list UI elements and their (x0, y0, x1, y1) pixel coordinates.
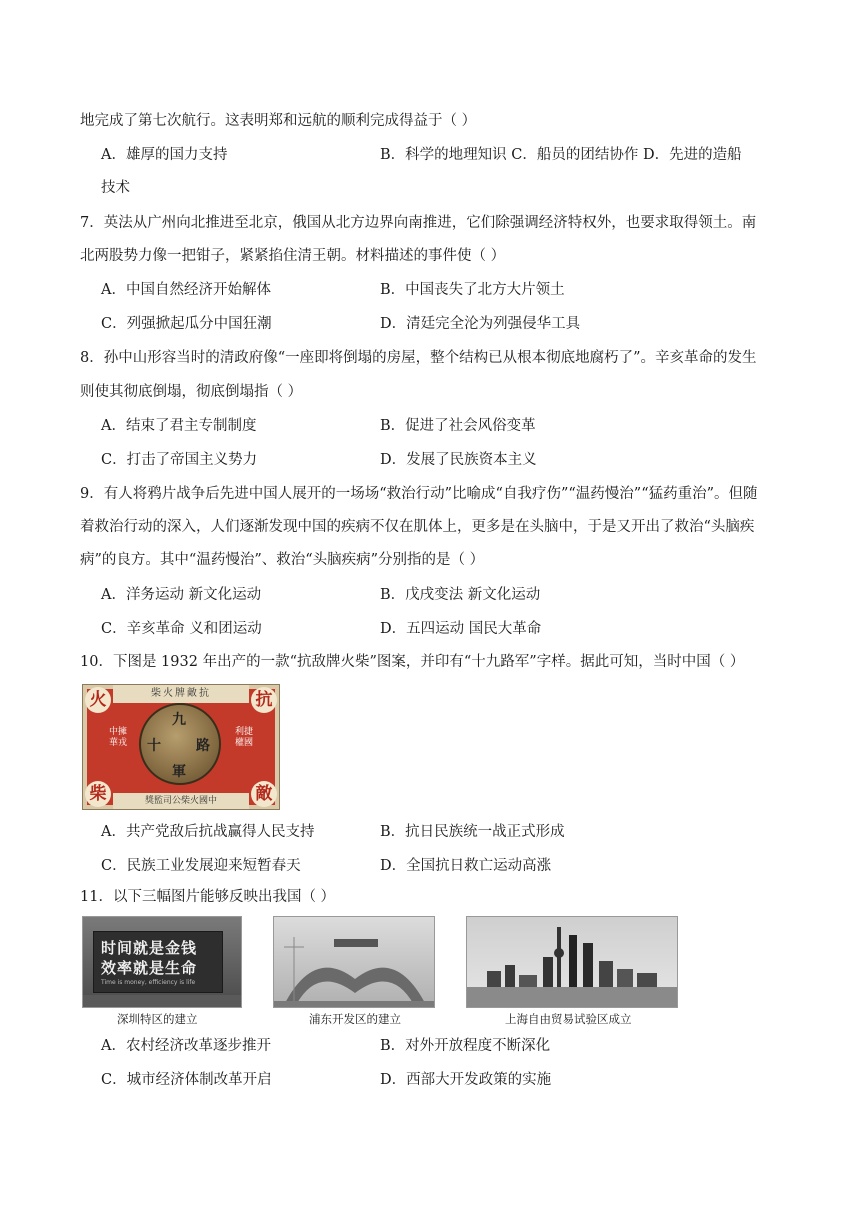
q11-option-c: C．城市经济体制改革开启 (101, 1072, 272, 1088)
pudong-caption: 浦东开发区的建立 (309, 1012, 401, 1026)
q11-stem: 11．以下三幅图片能够反映出我国（ ） (80, 889, 336, 905)
shanghai-photo (466, 916, 678, 1008)
shanghai-skyline-drawing (467, 917, 678, 1008)
q6-option-d-wrap: 技术 (101, 180, 130, 196)
q9-stem-3: 病”的良方。其中“温药慢治”、救治“头脑疾病”分别指的是（ ） (80, 552, 485, 568)
q10-option-a: A．共产党敌后抗战赢得人民支持 (101, 824, 315, 840)
q6-stem-line: 地完成了第七次航行。这表明郑和远航的顺利完成得益于（ ） (80, 113, 477, 129)
coin-char-bottom: 軍 (172, 764, 186, 780)
matchbox-bottom-text: 獎監司公柴火國中 (113, 793, 249, 809)
matchbox-coin (139, 703, 221, 785)
q8-stem-1: 8．孙中山形容当时的清政府像“一座即将倒塌的房屋，整个结构已从根本彻底地腐朽了”。辛亥革命的发生 (80, 350, 757, 366)
q10-option-d: D．全国抗日救亡运动高涨 (380, 858, 552, 874)
q6-option-bcd: B．科学的地理知识 C．船员的团结协作 D．先进的造船 (380, 147, 742, 163)
q8-option-d: D．发展了民族资本主义 (380, 452, 537, 468)
matchbox-corner-tr: 抗 (251, 687, 277, 713)
shanghai-caption: 上海自由贸易试验区成立 (505, 1012, 632, 1026)
pudong-gate-drawing (274, 917, 435, 1008)
q9-option-d: D．五四运动 国民大革命 (380, 621, 542, 637)
q10-option-b: B．抗日民族统一战正式形成 (380, 824, 565, 840)
matchbox-side-right: 利捷權國 (234, 727, 253, 748)
matchbox-corner-tl: 火 (85, 687, 111, 713)
q7-stem-2: 北两股势力像一把钳子，紧紧掐住清王朝。材料描述的事件使（ ） (80, 248, 506, 264)
q8-option-b: B．促进了社会风俗变革 (380, 418, 536, 434)
q9-option-a: A．洋务运动 新文化运动 (101, 587, 262, 603)
ground (83, 995, 241, 1007)
coin-char-left: 十 (147, 738, 161, 754)
q6-option-a: A．雄厚的国力支持 (101, 147, 228, 163)
coin-char-top: 九 (172, 712, 186, 728)
matchbox-label-image (82, 684, 280, 810)
slogan-line-1: 时间就是金钱 (101, 939, 198, 957)
q10-option-c: C．民族工业发展迎来短暂春天 (101, 858, 301, 874)
q8-option-c: C．打击了帝国主义势力 (101, 452, 258, 468)
q7-option-c: C．列强掀起瓜分中国狂潮 (101, 316, 272, 332)
q9-stem-2: 着救治行动的深入，人们逐渐发现中国的疾病不仅在肌体上，更多是在头脑中，于是又开出了救治“头脑疾 (80, 519, 755, 535)
q7-stem-1: 7．英法从广州向北推进至北京，俄国从北方边界向南推进，它们除强调经济特权外，也要求取得领土。南 (80, 215, 757, 231)
q7-option-a: A．中国自然经济开始解体 (101, 282, 271, 298)
q11-option-a: A．农村经济改革逐步推开 (101, 1038, 271, 1054)
coin-char-right: 路 (196, 738, 210, 754)
pudong-photo (273, 916, 435, 1008)
q8-option-a: A．结束了君主专制制度 (101, 418, 257, 434)
q11-option-d: D．西部大开发政策的实施 (380, 1072, 552, 1088)
matchbox-corner-br: 敵 (251, 781, 277, 807)
q11-option-b: B．对外开放程度不断深化 (380, 1038, 551, 1054)
slogan-line-3: Time is money, efficiency is life (101, 979, 196, 986)
q10-stem: 10．下图是 1932 年出产的一款“抗敌牌火柴”图案，并印有“十九路军”字样。据此可知，当时中国（ ） (80, 654, 745, 670)
q9-stem-1: 9．有人将鸦片战争后先进中国人展开的一场场“救治行动”比喻成“自我疗伤”“温药慢治”“猛药重治”。但随 (80, 486, 758, 502)
q9-option-c: C．辛亥革命 义和团运动 (101, 621, 262, 637)
matchbox-side-left: 中擁華戎 (108, 727, 127, 748)
q9-option-b: B．戊戌变法 新文化运动 (380, 587, 541, 603)
matchbox-corner-bl: 柴 (85, 781, 111, 807)
q7-option-b: B．中国丧失了北方大片领土 (380, 282, 565, 298)
shenzhen-photo (82, 916, 242, 1008)
slogan-line-2: 效率就是生命 (101, 959, 198, 977)
shenzhen-caption: 深圳特区的建立 (117, 1012, 198, 1026)
q8-stem-2: 则使其彻底倒塌，彻底倒塌指（ ） (80, 384, 303, 400)
matchbox-top-text: 柴火牌敵抗 (113, 685, 249, 703)
q7-option-d: D．清廷完全沦为列强侵华工具 (380, 316, 581, 332)
